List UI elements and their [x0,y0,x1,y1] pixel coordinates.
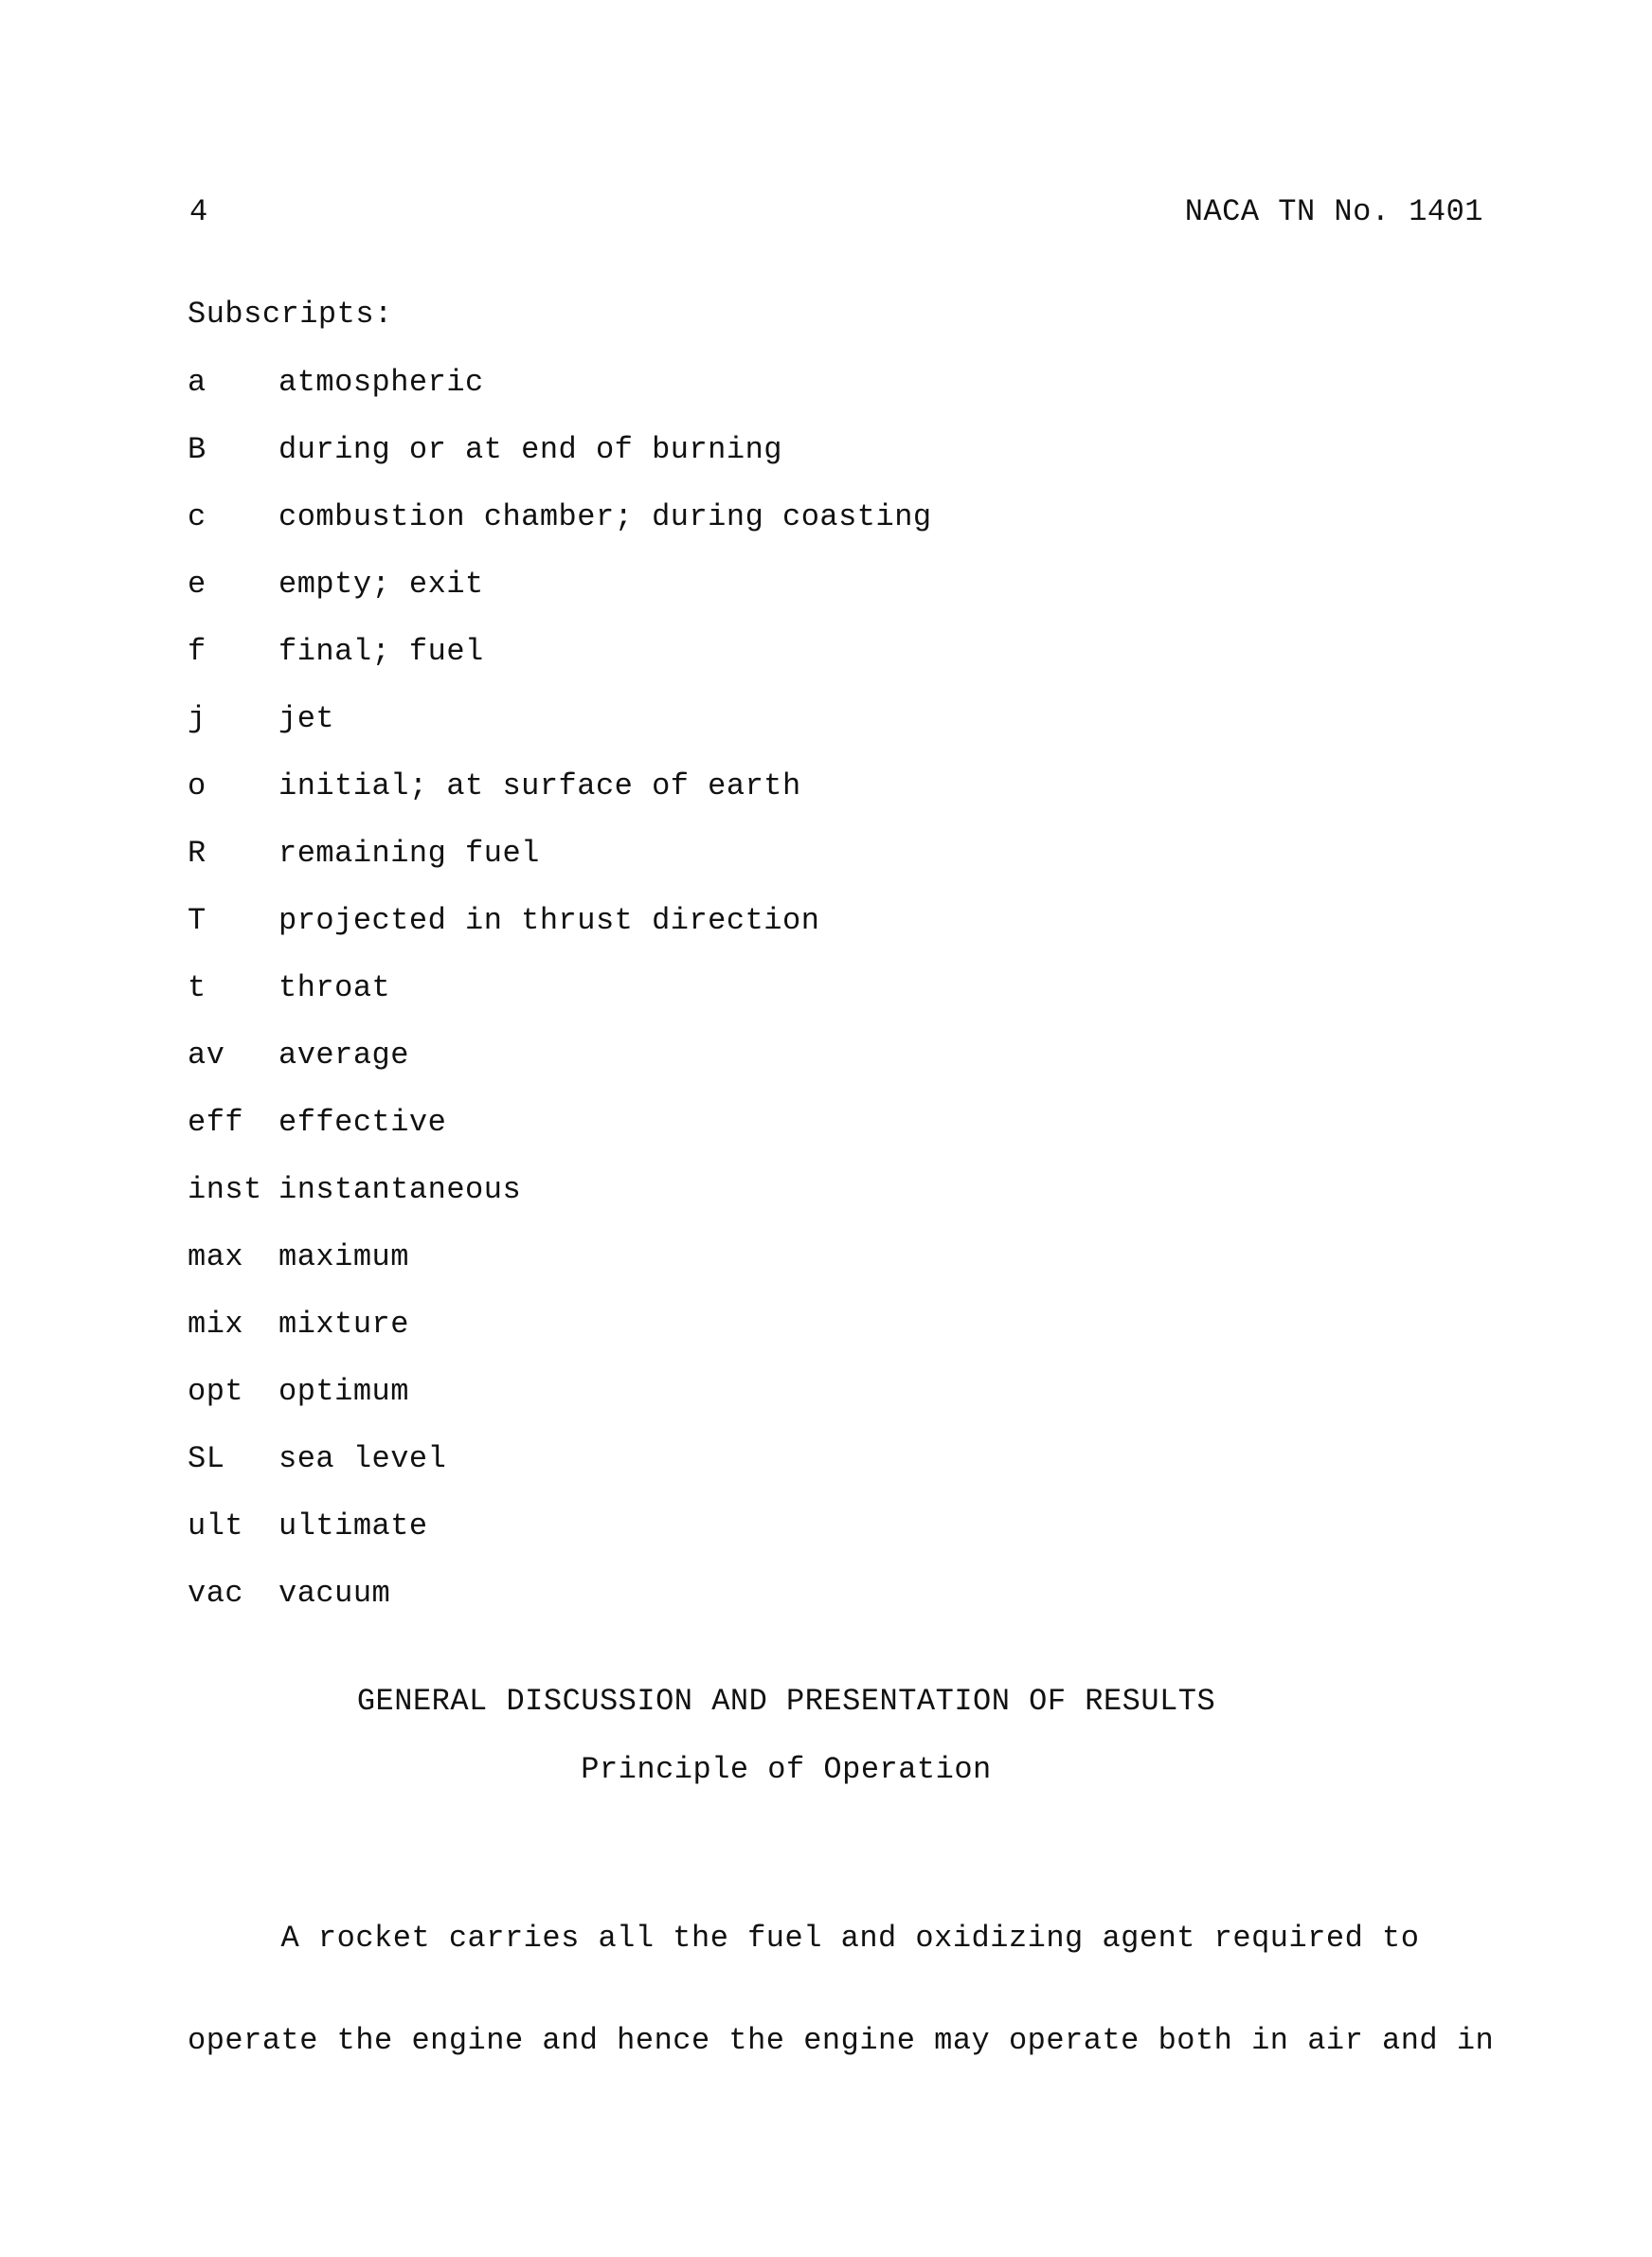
subscript-row [188,366,932,433]
page-number: 4 [189,194,208,229]
subscript-row [188,635,932,702]
subscript-symbol: R [188,836,206,871]
subscript-meaning: maximum [278,1239,409,1274]
subscript-row [188,1106,932,1173]
paragraph-line: A rocket carries all the fuel and oxidizing agent required to [188,1921,1420,1956]
paragraph-line: operate the engine and hence the engine may operate both in air and in [188,2023,1495,2058]
subscript-symbol: o [188,768,206,803]
subscript-symbol: eff [188,1105,244,1140]
subscript-row [188,971,932,1038]
subscript-meaning: remaining fuel [278,836,540,871]
subscript-meaning: mixture [278,1307,409,1342]
subscript-row [188,837,932,904]
subscript-row [188,702,932,769]
subscript-row [188,769,932,837]
subscript-symbol: c [188,499,206,534]
subscript-row [188,904,932,971]
subscript-symbol: mix [188,1307,244,1342]
subscript-symbol: t [188,970,206,1005]
subscript-row [188,500,932,568]
subscript-meaning: throat [278,970,391,1005]
subscript-meaning: final; fuel [278,634,484,669]
subscript-meaning: initial; at surface of earth [278,768,801,803]
subscript-row [188,1173,932,1240]
report-id: NACA TN No. 1401 [1184,194,1483,229]
subscript-meaning: average [278,1038,409,1073]
subscript-meaning: vacuum [278,1576,391,1611]
subscript-row [188,1240,932,1308]
subscript-meaning: optimum [278,1374,409,1409]
subscript-symbol: vac [188,1576,244,1611]
subscript-symbol: f [188,634,206,669]
subscript-row [188,1375,932,1442]
subscript-symbol: max [188,1239,244,1274]
subscript-meaning: ultimate [278,1508,428,1544]
subsection-heading: Principle of Operation [581,1752,992,1787]
subscript-meaning: atmospheric [278,365,484,400]
subscript-row [188,568,932,635]
subscript-row [188,1577,932,1644]
subscript-symbol: T [188,903,206,938]
subscript-symbol: SL [188,1441,225,1476]
subscript-row [188,1308,932,1375]
body-paragraph [188,1853,1514,2126]
subscript-symbol: opt [188,1374,244,1409]
subscript-meaning: empty; exit [278,567,484,602]
subscripts-heading: Subscripts: [188,297,393,332]
subscript-meaning: combustion chamber; during coasting [278,499,932,534]
subscript-meaning: projected in thrust direction [278,903,820,938]
subscript-meaning: instantaneous [278,1172,522,1207]
subscript-meaning: sea level [278,1441,447,1476]
subscript-symbol: e [188,567,206,602]
subscript-meaning: jet [278,701,335,736]
section-heading: GENERAL DISCUSSION AND PRESENTATION OF RESULTS [356,1684,1216,1719]
subscript-row [188,433,932,500]
subscript-row [188,1509,932,1577]
subscript-meaning: during or at end of burning [278,432,782,467]
subscript-row [188,1442,932,1509]
subscript-symbol: a [188,365,206,400]
subscript-meaning: effective [278,1105,447,1140]
subscript-symbol: ult [188,1508,244,1544]
subscript-symbol: j [188,701,206,736]
subscript-row [188,1038,932,1106]
subscript-symbol: inst [188,1172,262,1207]
subscripts-list [188,366,932,1644]
subscript-symbol: B [188,432,206,467]
subscript-symbol: av [188,1038,225,1073]
